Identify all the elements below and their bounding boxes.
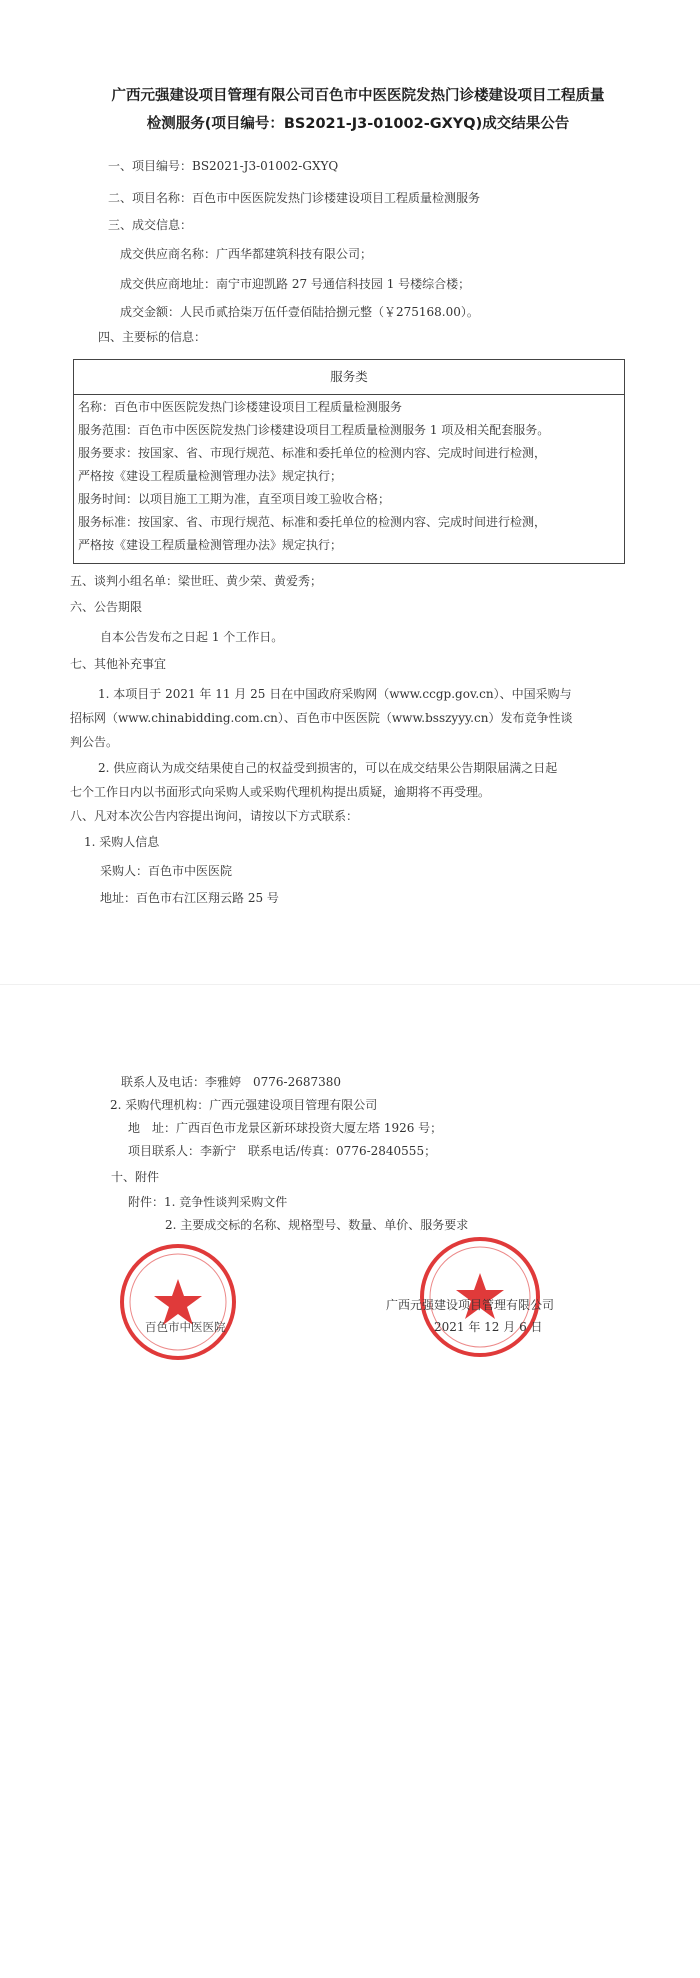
supplier-address: 成交供应商地址：南宁市迎凯路 27 号通信科技园 1 号楼综合楼； (120, 277, 471, 291)
page-2 (0, 985, 700, 1978)
purchaser-heading: 1. 采购人信息 (84, 835, 160, 849)
service-row: 严格按《建设工程质量检测管理办法》规定执行； (78, 538, 343, 552)
service-row: 服务时间：以项目施工工期为准，直至项目竣工验收合格； (78, 492, 391, 506)
project-name: 二、项目名称：百色市中医医院发热门诊楼建设项目工程质量检测服务 (108, 191, 481, 205)
service-table-header: 服务类 (74, 360, 624, 395)
attachment-1: 附件：1. 竞争性谈判采购文件 (128, 1195, 288, 1209)
announcement-title-line-1: 广西元强建设项目管理有限公司百色市中医医院发热门诊楼建设项目工程质量 (111, 88, 605, 104)
purchaser-name: 采购人：百色市中医医院 (100, 864, 233, 878)
purchaser-contact: 联系人及电话：李雅婷 0776-2687380 (121, 1075, 342, 1089)
service-row: 服务范围：百色市中医医院发热门诊楼建设项目工程质量检测服务 1 项及相关配套服务。 (78, 423, 550, 437)
review-panel: 五、谈判小组名单：梁世旺、黄少荣、黄爱秀； (70, 574, 323, 588)
notice-period-heading: 六、公告期限 (70, 600, 143, 614)
service-table (73, 359, 625, 564)
service-row: 服务要求：按国家、省、市现行规范、标准和委托单位的检测内容、完成时间进行检测， (78, 446, 547, 460)
other-item-1-line-2: 招标网（www.chinabidding.com.cn）、百色市中医医院（www.bsszyyy.cn）发布竞争性谈 (70, 711, 573, 725)
other-heading: 七、其他补充事宜 (70, 657, 167, 671)
agency-heading: 2. 采购代理机构：广西元强建设项目管理有限公司 (110, 1098, 378, 1112)
project-number: 一、项目编号：BS2021-J3-01002-GXYQ (108, 159, 339, 173)
other-item-1-line-3: 判公告。 (70, 735, 119, 749)
attachment-heading: 十、附件 (111, 1170, 160, 1184)
purchaser-address: 地址：百色市右江区翔云路 25 号 (100, 891, 279, 905)
announcement-title-line-2: 检测服务(项目编号：BS2021-J3-01002-GXYQ)成交结果公告 (146, 116, 570, 132)
signature-date: 2021 年 12 月 6 日 (434, 1320, 543, 1334)
hospital-seal (117, 1241, 239, 1363)
service-row: 严格按《建设工程质量检测管理办法》规定执行； (78, 469, 343, 483)
notice-period-text: 自本公告发布之日起 1 个工作日。 (100, 630, 284, 644)
service-row: 服务标准：按国家、省、市现行规范、标准和委托单位的检测内容、完成时间进行检测， (78, 515, 547, 529)
hospital-signature: 百色市中医医院 (145, 1320, 226, 1334)
agency-address: 地 址：广西百色市龙景区新环球投资大厦左塔 1926 号； (128, 1121, 443, 1135)
page-1 (0, 0, 700, 985)
supplier-name: 成交供应商名称：广西华都建筑科技有限公司； (120, 247, 373, 261)
agency-signature: 广西元强建设项目管理有限公司 (386, 1298, 555, 1312)
other-item-2-line-1: 2. 供应商认为成交结果使自己的权益受到损害的，可以在成交结果公告期限届满之日起 (98, 761, 558, 775)
deal-info-heading: 三、成交信息： (108, 218, 193, 232)
main-subject-heading: 四、主要标的信息： (98, 330, 207, 344)
agency-contact: 项目联系人：李新宁 联系电话/传真：0776-2840555； (128, 1144, 437, 1158)
deal-amount: 成交金额：人民币贰拾柒万伍仟壹佰陆拾捌元整（￥275168.00）。 (120, 305, 479, 319)
attachment-2: 2. 主要成交标的名称、规格型号、数量、单价、服务要求 (165, 1218, 469, 1232)
contact-heading: 八、凡对本次公告内容提出询问，请按以下方式联系： (70, 809, 359, 823)
service-row: 名称：百色市中医医院发热门诊楼建设项目工程质量检测服务 (78, 400, 403, 414)
other-item-2-line-2: 七个工作日内以书面形式向采购人或采购代理机构提出质疑，逾期将不再受理。 (70, 785, 491, 799)
other-item-1-line-1: 1. 本项目于 2021 年 11 月 25 日在中国政府采购网（www.ccgp.gov.cn）、中国采购与 (98, 687, 572, 701)
